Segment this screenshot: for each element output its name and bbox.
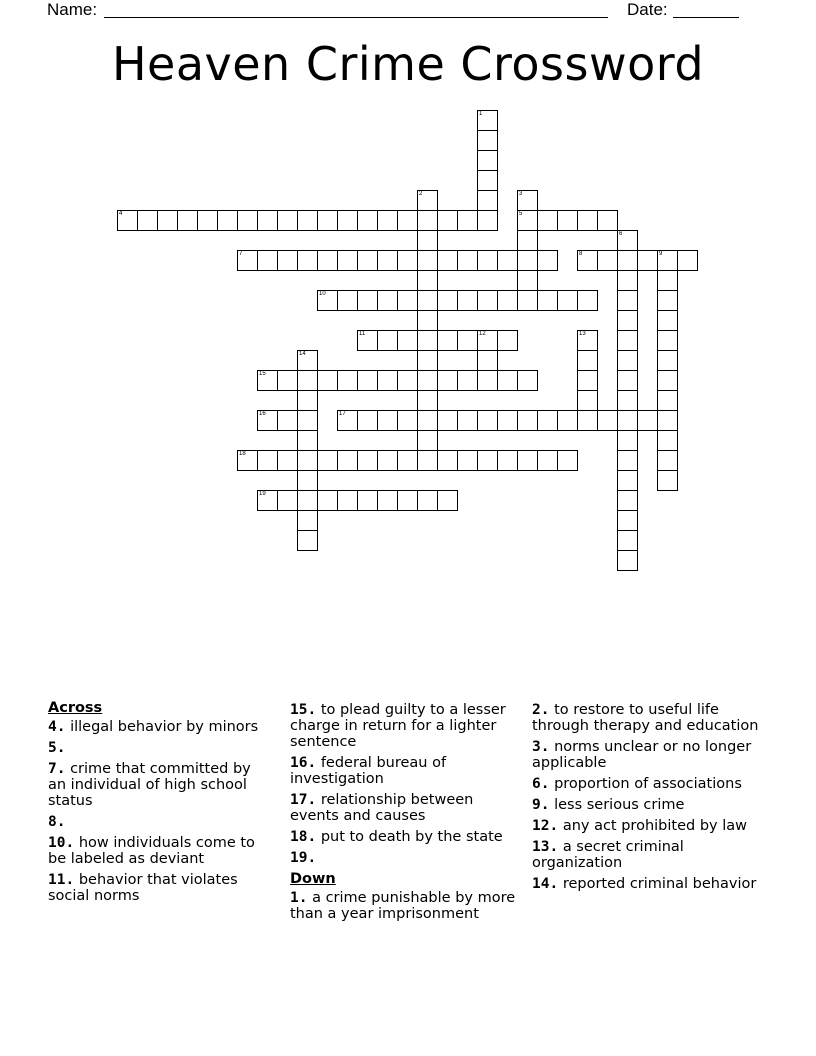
grid-cell[interactable] [417,390,438,411]
clue-across-16: 16. federal bureau of investigation [290,755,447,787]
grid-cell[interactable] [657,370,678,391]
grid-cell[interactable] [477,170,498,191]
grid-cell[interactable] [277,250,298,271]
grid-cell[interactable] [657,470,678,491]
grid-cell[interactable] [357,330,378,351]
grid-cell[interactable] [357,450,378,471]
clues-column-2 [290,702,526,927]
grid-cell[interactable] [317,370,338,391]
grid-cell[interactable] [437,410,458,431]
grid-cell[interactable] [537,290,558,311]
grid-cell[interactable] [337,450,358,471]
grid-cell[interactable] [337,210,358,231]
grid-cell[interactable] [477,130,498,151]
grid-cell[interactable] [497,410,518,431]
grid-cell[interactable] [557,450,578,471]
grid-cell[interactable] [477,290,498,311]
grid-cell[interactable] [297,510,318,531]
grid-cell[interactable] [437,370,458,391]
grid-cell[interactable] [317,250,338,271]
grid-cell[interactable] [417,350,438,371]
grid-cell[interactable] [417,210,438,231]
grid-cell[interactable] [617,310,638,331]
grid-cell[interactable] [197,210,218,231]
clue-down-9: 9. less serious crime [532,797,685,813]
grid-cell[interactable] [397,410,418,431]
grid-cell[interactable] [317,450,338,471]
cell-number: 19 [259,491,266,497]
grid-cell[interactable] [557,210,578,231]
grid-cell[interactable] [377,250,398,271]
grid-cell[interactable] [537,450,558,471]
grid-cell[interactable] [437,450,458,471]
grid-cell[interactable] [357,210,378,231]
grid-cell[interactable] [357,250,378,271]
grid-cell[interactable] [337,290,358,311]
grid-cell[interactable] [337,250,358,271]
grid-cell[interactable] [657,290,678,311]
clue-across-10: 10. how individuals come to be labeled as deviant [48,835,255,867]
grid-cell[interactable] [457,450,478,471]
grid-cell[interactable] [477,410,498,431]
cell-number: 17 [339,411,346,417]
cell-number: 13 [579,331,586,337]
grid-cell[interactable] [477,150,498,171]
grid-cell[interactable] [377,410,398,431]
grid-cell[interactable] [577,390,598,411]
grid-cell[interactable] [417,410,438,431]
grid-cell[interactable] [137,210,158,231]
grid-cell[interactable] [637,410,658,431]
cell-number: 18 [239,451,246,457]
grid-cell[interactable] [577,290,598,311]
grid-cell[interactable] [237,250,258,271]
grid-cell[interactable] [397,290,418,311]
date-line[interactable] [673,17,739,18]
cell-number: 15 [259,371,266,377]
grid-cell[interactable] [377,490,398,511]
across-heading: Across [48,700,103,716]
clue-down-6: 6. proportion of associations [532,776,742,792]
cell-number: 8 [579,251,583,257]
name-line[interactable] [104,17,608,18]
grid-cell[interactable] [617,410,638,431]
date-label: Date: [627,0,668,19]
grid-cell[interactable] [497,290,518,311]
grid-cell[interactable] [657,270,678,291]
grid-cell[interactable] [597,210,618,231]
grid-cell[interactable] [397,250,418,271]
grid-cell[interactable] [297,450,318,471]
grid-cell[interactable] [317,490,338,511]
grid-cell[interactable] [337,410,358,431]
grid-cell[interactable] [457,370,478,391]
grid-cell[interactable] [417,490,438,511]
grid-cell[interactable] [417,430,438,451]
grid-cell[interactable] [517,210,538,231]
cell-number: 16 [259,411,266,417]
header [0,0,816,24]
grid-cell[interactable] [257,450,278,471]
grid-cell[interactable] [517,250,538,271]
grid-cell[interactable] [617,510,638,531]
grid-cell[interactable] [657,350,678,371]
grid-cell[interactable] [617,470,638,491]
cell-number: 4 [119,211,123,217]
grid-cell[interactable] [317,210,338,231]
grid-cell[interactable] [297,210,318,231]
grid-cell[interactable] [377,370,398,391]
grid-cell[interactable] [597,410,618,431]
grid-cell[interactable] [337,490,358,511]
clue-across-19: 19. [290,850,317,866]
grid-cell[interactable] [277,410,298,431]
grid-cell[interactable] [377,330,398,351]
grid-cell[interactable] [457,330,478,351]
grid-cell[interactable] [537,210,558,231]
grid-cell[interactable] [617,490,638,511]
grid-cell[interactable] [177,210,198,231]
grid-cell[interactable] [257,410,278,431]
grid-cell[interactable] [457,290,478,311]
cell-number: 2 [419,191,423,197]
cell-number: 7 [239,251,243,257]
cell-number: 3 [519,191,523,197]
down-heading: Down [290,871,336,887]
grid-cell[interactable] [417,330,438,351]
grid-cell[interactable] [297,370,318,391]
grid-cell[interactable] [617,290,638,311]
grid-cell[interactable] [297,490,318,511]
cell-number: 9 [659,251,663,257]
grid-cell[interactable] [497,330,518,351]
grid-cell[interactable] [477,330,498,351]
grid-cell[interactable] [417,230,438,251]
grid-cell[interactable] [577,370,598,391]
clue-down-12: 12. any act prohibited by law [532,818,747,834]
grid-cell[interactable] [277,490,298,511]
grid-cell[interactable] [317,290,338,311]
name-label: Name: [47,0,98,19]
clue-down-1: 1. a crime punishable by more than a year imprisonment [290,890,516,922]
clue-across-18: 18. put to death by the state [290,829,503,845]
grid-cell[interactable] [277,450,298,471]
grid-cell[interactable] [277,210,298,231]
grid-cell[interactable] [477,110,498,131]
grid-cell[interactable] [617,390,638,411]
grid-cell[interactable] [577,210,598,231]
page-title: Heaven Crime Crossword [111,37,705,91]
grid-cell[interactable] [577,410,598,431]
grid-cell[interactable] [557,290,578,311]
grid-cell[interactable] [357,290,378,311]
clue-across-11: 11. behavior that violates social norms [48,872,238,904]
grid-cell[interactable] [417,290,438,311]
grid-cell[interactable] [357,410,378,431]
grid-cell[interactable] [497,250,518,271]
grid-cell[interactable] [617,370,638,391]
grid-cell[interactable] [517,190,538,211]
grid-cell[interactable] [237,450,258,471]
cell-number: 6 [619,231,623,237]
grid-cell[interactable] [257,370,278,391]
grid-cell[interactable] [257,490,278,511]
grid-cell[interactable] [657,410,678,431]
grid-cell[interactable] [117,210,138,231]
grid-cell[interactable] [637,250,658,271]
grid-cell[interactable] [377,210,398,231]
grid-cell[interactable] [477,210,498,231]
grid-cell[interactable] [397,370,418,391]
clues-column-3 [532,702,772,897]
clue-across-15: 15. to plead guilty to a lesser charge in return for a lighter sentence [290,702,506,750]
grid-cell[interactable] [617,250,638,271]
grid-cell[interactable] [257,210,278,231]
clue-down-3: 3. norms unclear or no longer applicable [532,739,752,771]
cell-number: 10 [319,291,326,297]
clues-column-1 [48,700,273,909]
grid-cell[interactable] [477,350,498,371]
grid-cell[interactable] [357,490,378,511]
grid-cell[interactable] [497,450,518,471]
grid-cell[interactable] [297,250,318,271]
grid-cell[interactable] [597,250,618,271]
grid-cell[interactable] [237,210,258,231]
clue-down-13: 13. a secret criminal organization [532,839,684,871]
grid-cell[interactable] [257,250,278,271]
grid-cell[interactable] [417,270,438,291]
grid-cell[interactable] [437,250,458,271]
grid-cell[interactable] [517,270,538,291]
grid-cell[interactable] [397,210,418,231]
grid-cell[interactable] [417,250,438,271]
grid-cell[interactable] [477,370,498,391]
clue-down-14: 14. reported criminal behavior [532,876,757,892]
clue-down-2: 2. to restore to useful life through therapy and education [532,702,759,734]
grid-cell[interactable] [517,450,538,471]
cell-number: 14 [299,351,306,357]
grid-cell[interactable] [657,450,678,471]
clue-across-5: 5. [48,740,66,756]
grid-cell[interactable] [397,450,418,471]
grid-cell[interactable] [657,310,678,331]
grid-cell[interactable] [437,330,458,351]
grid-cell[interactable] [397,490,418,511]
cell-number: 1 [479,111,483,117]
grid-cell[interactable] [457,250,478,271]
grid-cell[interactable] [277,370,298,391]
grid-cell[interactable] [297,390,318,411]
grid-cell[interactable] [357,370,378,391]
grid-cell[interactable] [577,330,598,351]
grid-cell[interactable] [557,410,578,431]
grid-cell[interactable] [377,450,398,471]
cell-number: 11 [359,331,366,337]
grid-cell[interactable] [297,530,318,551]
grid-cell[interactable] [437,290,458,311]
grid-cell[interactable] [577,250,598,271]
clue-across-17: 17. relationship between events and causes [290,792,474,824]
cell-number: 5 [519,211,523,217]
grid-cell[interactable] [617,450,638,471]
grid-cell[interactable] [477,190,498,211]
grid-cell[interactable] [617,270,638,291]
grid-cell[interactable] [437,210,458,231]
grid-cell[interactable] [657,430,678,451]
grid-cell[interactable] [417,370,438,391]
grid-cell[interactable] [437,490,458,511]
grid-cell[interactable] [577,350,598,371]
grid-cell[interactable] [377,290,398,311]
grid-cell[interactable] [657,250,678,271]
grid-cell[interactable] [217,210,238,231]
grid-cell[interactable] [617,550,638,571]
grid-cell[interactable] [517,290,538,311]
grid-cell[interactable] [477,250,498,271]
grid-cell[interactable] [457,210,478,231]
cell-number: 12 [479,331,486,337]
clue-across-7: 7. crime that committed by an individual of high school status [48,761,251,809]
grid-cell[interactable] [517,410,538,431]
grid-cell[interactable] [537,250,558,271]
grid-cell[interactable] [397,330,418,351]
grid-cell[interactable] [617,330,638,351]
grid-cell[interactable] [417,450,438,471]
grid-cell[interactable] [157,210,178,231]
clue-across-4: 4. illegal behavior by minors [48,719,259,735]
clue-across-8: 8. [48,814,66,830]
grid-cell[interactable] [517,370,538,391]
grid-cell[interactable] [297,410,318,431]
grid-cell[interactable] [417,190,438,211]
grid-cell[interactable] [677,250,698,271]
grid-cell[interactable] [537,410,558,431]
grid-cell[interactable] [617,430,638,451]
grid-cell[interactable] [297,430,318,451]
grid-cell[interactable] [417,310,438,331]
grid-cell[interactable] [457,410,478,431]
grid-cell[interactable] [297,470,318,491]
grid-cell[interactable] [617,230,638,251]
grid-cell[interactable] [617,530,638,551]
grid-cell[interactable] [657,330,678,351]
grid-cell[interactable] [337,370,358,391]
grid-cell[interactable] [297,350,318,371]
grid-cell[interactable] [617,350,638,371]
grid-cell[interactable] [657,390,678,411]
grid-cell[interactable] [497,370,518,391]
grid-cell[interactable] [517,230,538,251]
grid-cell[interactable] [477,450,498,471]
